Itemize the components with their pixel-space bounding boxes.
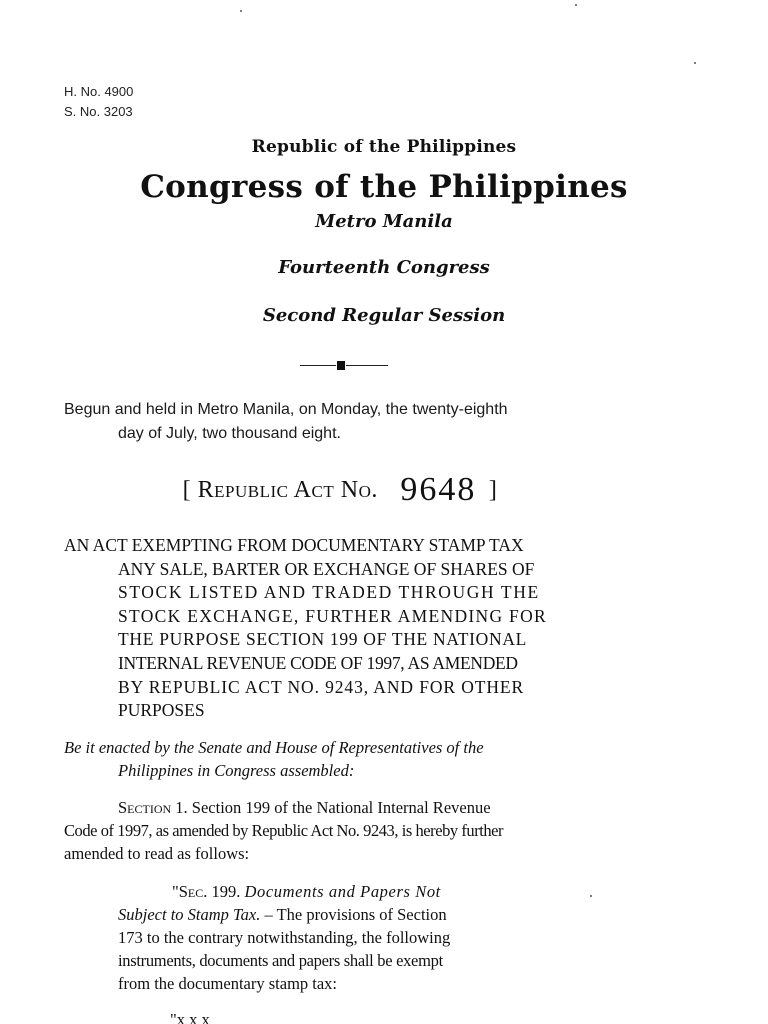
quoted-heading: Documents and Papers Not [244, 882, 441, 901]
quoted-section-199 [118, 880, 558, 995]
divider-line [300, 365, 336, 366]
quoted-section-label: Sec. 199. [178, 882, 241, 901]
republic-act-label: Republic Act No. [197, 477, 378, 503]
begun-statement [64, 398, 644, 446]
masthead-place: Metro Manila [315, 211, 453, 232]
begun-line: day of July, two thousand eight. [118, 425, 341, 442]
scan-speck [575, 4, 577, 6]
section-1-line: Code of 1997, as amended by Republic Act No. 9243, is hereby further [64, 821, 504, 840]
act-title-line: AN ACT EXEMPTING FROM DOCUMENTARY STAMP TAX [64, 535, 524, 555]
scan-speck [590, 895, 592, 897]
scan-speck [240, 10, 242, 12]
quoted-line: from the documentary stamp tax: [118, 974, 338, 993]
section-1-line: amended to read as follows: [64, 844, 250, 863]
enacting-clause [64, 736, 624, 782]
quoted-heading: Subject to Stamp Tax. [118, 905, 261, 924]
act-title-line: PURPOSES [118, 700, 205, 721]
quoted-line [118, 903, 558, 926]
act-title-line: INTERNAL REVENUE CODE OF 1997, AS AMENDED [118, 652, 518, 673]
act-title-line: THE PURPOSE SECTION 199 OF THE NATIONAL [118, 629, 528, 650]
act-title-line: STOCK EXCHANGE, FURTHER AMENDING FOR [118, 605, 547, 626]
act-title [64, 534, 624, 723]
begun-line: Begun and held in Metro Manila, on Monday, the twenty-eighth [64, 401, 508, 418]
continuation-marker: "x x x [170, 1010, 210, 1024]
quoted-line: instruments, documents and papers shall be exempt [118, 951, 443, 970]
house-bill-number: H. No. 4900 [64, 84, 134, 99]
masthead-congress-number: Fourteenth Congress [278, 257, 490, 278]
republic-act-title [0, 468, 680, 506]
section-1 [64, 796, 624, 865]
open-quote: " [172, 882, 179, 901]
section-1-line [64, 796, 624, 819]
quoted-line: 173 to the contrary notwithstanding, the following [118, 928, 451, 947]
bracket-close: ] [488, 477, 498, 503]
masthead-republic: Republic of the Philippines [251, 137, 517, 157]
enacting-line: Be it enacted by the Senate and House of Representatives of the [64, 738, 484, 757]
masthead-session: Second Regular Session [262, 305, 506, 326]
senate-bill-number: S. No. 3203 [64, 104, 133, 119]
act-title-line: BY REPUBLIC ACT NO. 9243, AND FOR OTHER [118, 676, 525, 697]
act-title-line: STOCK LISTED AND TRADED THROUGH THE [118, 582, 540, 603]
divider-line [346, 365, 388, 366]
bracket-open: [ [182, 477, 192, 503]
section-1-text: Section 199 of the National Internal Revenue [191, 798, 491, 817]
section-1-label: Section 1. [118, 798, 188, 817]
act-title-line: ANY SALE, BARTER OR EXCHANGE OF SHARES OF [118, 558, 535, 579]
quoted-line [118, 880, 558, 903]
masthead-congress: Congress of the Philippines [140, 169, 628, 205]
ornamental-divider [300, 365, 388, 367]
divider-square [337, 361, 345, 370]
scan-speck [694, 62, 696, 64]
enacting-line: Philippines in Congress assembled: [118, 761, 355, 780]
republic-act-number: 9648 [400, 471, 477, 508]
bill-numbers [64, 82, 133, 122]
quoted-text: – The provisions of Section [264, 905, 447, 924]
